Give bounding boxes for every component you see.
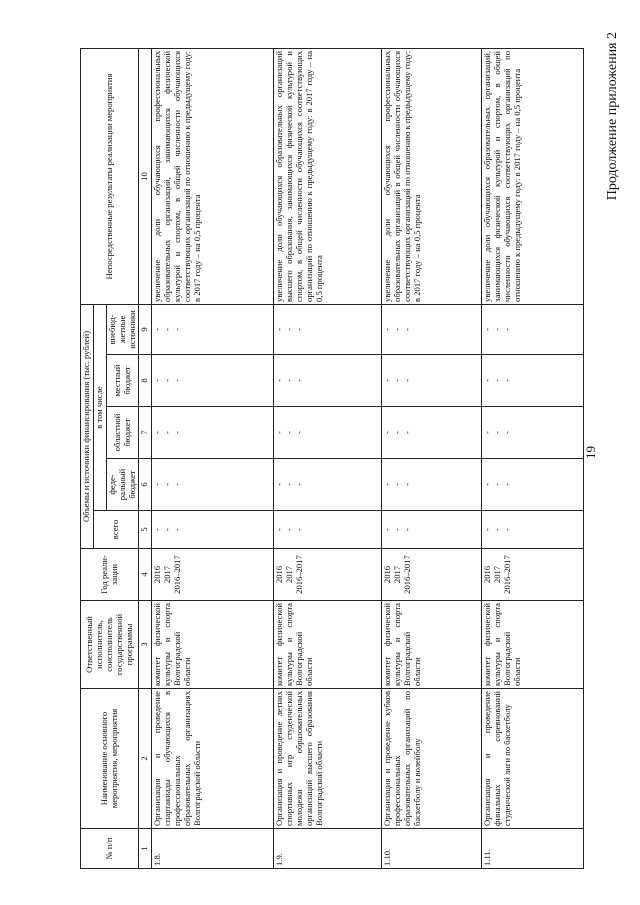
header-federal: феде-ральный бюджет	[106, 459, 139, 511]
header-local: местный бюджет	[106, 355, 139, 407]
funding-dash: -	[482, 483, 493, 486]
funding-dash: -	[274, 328, 285, 331]
measures-table	[80, 48, 584, 869]
local-value	[274, 355, 382, 407]
funding-dash: -	[294, 328, 304, 331]
funding-dash: -	[152, 379, 163, 382]
table-row	[482, 48, 584, 868]
column-number: 8	[139, 355, 152, 407]
funding-dash: -	[392, 483, 403, 486]
funding-dash: -	[172, 483, 182, 486]
measure-result: увеличение доли обучающихся профессиональных образовательных организаций, занимающихся физической культурой и спортом, в общей численности обучающихся соответствующих организаций по отношению к предыдущему году: в 2017 году – на 0,5 процента	[152, 48, 274, 304]
column-number: 4	[139, 549, 152, 601]
funding-dash: -	[482, 431, 493, 434]
funding-dash: -	[172, 328, 182, 331]
funding-dash: -	[392, 328, 403, 331]
regional-value	[152, 407, 274, 459]
responsible-executor: комитет физической культуры и спорта Волгоградской области	[382, 601, 482, 689]
header-num: № п/п	[81, 829, 139, 869]
row-number: 1.8.	[152, 829, 274, 869]
funding-dash: -	[502, 328, 512, 331]
funding-dash: -	[162, 328, 173, 331]
table-row	[152, 48, 274, 868]
measure-result: увеличение доли обучающихся образовательных организаций высшего образования, занимающихся физической культурой и спортом, в общей численности обучающихся соответствующих организаций по отношению к предыдущему году: в 2017 году – на 0,5 процента	[274, 48, 382, 304]
funding-dash: -	[274, 431, 285, 434]
implementation-years	[152, 549, 274, 601]
funding-dash: -	[402, 483, 412, 486]
table-row	[274, 48, 382, 868]
page-heading: Продолжение приложения 2	[605, 32, 620, 201]
funding-dash: -	[382, 328, 393, 331]
measure-name: Организация и проведение летних спортивных игр студенческой молодежи образовательных организаций высшего образования Волгоградской области	[274, 689, 382, 829]
total-value	[152, 511, 274, 549]
funding-dash: -	[402, 528, 412, 531]
funding-dash: -	[152, 528, 163, 531]
funding-dash: -	[284, 483, 295, 486]
page-number: 19	[583, 446, 598, 459]
funding-dash: -	[402, 431, 412, 434]
extrabudget-value	[152, 304, 274, 354]
year-value: 2017	[162, 565, 173, 584]
funding-dash: -	[502, 528, 512, 531]
year-value: 2016	[482, 565, 493, 584]
header-including: в том числе	[93, 304, 106, 510]
funding-dash: -	[162, 528, 173, 531]
year-value: 2016–2017	[172, 555, 182, 594]
responsible-executor: комитет физической культуры и спорта Волгоградской области	[482, 601, 584, 689]
funding-dash: -	[162, 431, 173, 434]
funding-dash: -	[392, 431, 403, 434]
header-name: Наименование основного мероприятия, мероприятия	[81, 689, 139, 829]
year-value: 2016–2017	[502, 555, 512, 594]
column-number: 9	[139, 304, 152, 354]
regional-value	[274, 407, 382, 459]
header-results: Непосредственные результаты реализации мероприятия	[81, 48, 139, 304]
responsible-executor: комитет физической культуры и спорта Волгоградской области	[274, 601, 382, 689]
funding-dash: -	[294, 431, 304, 434]
row-number: 1.11.	[482, 829, 584, 869]
measure-name: Организация и проведение кубков профессиональных образовательных организаций по баскетболу и волейболу	[382, 689, 482, 829]
funding-dash: -	[402, 328, 412, 331]
funding-dash: -	[152, 431, 163, 434]
federal-value	[382, 459, 482, 511]
funding-dash: -	[392, 528, 403, 531]
total-value	[482, 511, 584, 549]
funding-dash: -	[152, 328, 163, 331]
extrabudget-value	[482, 304, 584, 354]
year-value: 2016–2017	[402, 555, 412, 594]
funding-dash: -	[284, 328, 295, 331]
table-row	[382, 48, 482, 868]
funding-dash: -	[492, 431, 503, 434]
total-value	[274, 511, 382, 549]
funding-dash: -	[162, 379, 173, 382]
funding-dash: -	[382, 528, 393, 531]
federal-value	[274, 459, 382, 511]
implementation-years	[482, 549, 584, 601]
column-number: 10	[139, 48, 152, 304]
column-number: 6	[139, 459, 152, 511]
funding-dash: -	[274, 379, 285, 382]
header-year: Год реали-зации	[81, 549, 139, 601]
funding-dash: -	[482, 379, 493, 382]
funding-dash: -	[382, 483, 393, 486]
year-value: 2017	[492, 565, 503, 584]
measure-name: Организация и проведение спартакиады обучающихся в профессиональных образовательных организациях Волгоградской области	[152, 689, 274, 829]
measure-result: увеличение доли обучающихся образовательных организаций, занимающихся физической культурой и спортом, в общей численности обучающихся соответствующих организаций по отношению к предыдущему году: в 2017 году – на 0,5 процента	[482, 48, 584, 304]
header-responsible: Ответственный исполнитель, соисполнитель государственной программы	[81, 601, 139, 689]
year-value: 2016	[274, 565, 285, 584]
year-value: 2016	[382, 565, 393, 584]
funding-dash: -	[502, 483, 512, 486]
funding-dash: -	[172, 379, 182, 382]
year-value: 2016–2017	[294, 555, 304, 594]
funding-dash: -	[392, 379, 403, 382]
funding-dash: -	[172, 431, 182, 434]
extrabudget-value	[274, 304, 382, 354]
funding-dash: -	[382, 431, 393, 434]
funding-dash: -	[172, 528, 182, 531]
funding-dash: -	[284, 528, 295, 531]
funding-dash: -	[274, 528, 285, 531]
year-value: 2016	[152, 565, 163, 584]
funding-dash: -	[294, 528, 304, 531]
funding-dash: -	[492, 328, 503, 331]
implementation-years	[382, 549, 482, 601]
funding-dash: -	[502, 379, 512, 382]
federal-value	[152, 459, 274, 511]
column-number: 3	[139, 601, 152, 689]
year-value: 2017	[392, 565, 403, 584]
funding-dash: -	[482, 528, 493, 531]
year-value: 2017	[284, 565, 295, 584]
measure-result: увеличение доли обучающихся профессиональных образовательных организаций в общей численности обучающихся соответствующих организаций по отношению к предыдущему году: в 2017 году – на 0,5 процента	[382, 48, 482, 304]
header-regional: областной бюджет	[106, 407, 139, 459]
regional-value	[482, 407, 584, 459]
row-number: 1.10.	[382, 829, 482, 869]
funding-dash: -	[284, 379, 295, 382]
column-number: 2	[139, 689, 152, 829]
local-value	[482, 355, 584, 407]
regional-value	[382, 407, 482, 459]
funding-dash: -	[492, 528, 503, 531]
federal-value	[482, 459, 584, 511]
funding-dash: -	[274, 483, 285, 486]
funding-dash: -	[492, 379, 503, 382]
local-value	[152, 355, 274, 407]
row-number: 1.9.	[274, 829, 382, 869]
local-value	[382, 355, 482, 407]
table-body	[152, 48, 584, 868]
header-volumes: Объемы и источники финансирования (тыс. рублей)	[81, 304, 94, 548]
implementation-years	[274, 549, 382, 601]
measure-name: Организация и проведение финальных соревнований студенческой лиги по баскетболу	[482, 689, 584, 829]
funding-dash: -	[502, 431, 512, 434]
column-number: 7	[139, 407, 152, 459]
responsible-executor: комитет физической культуры и спорта Волгоградской области	[152, 601, 274, 689]
column-number: 1	[139, 829, 152, 869]
funding-dash: -	[492, 483, 503, 486]
funding-dash: -	[294, 379, 304, 382]
column-number: 5	[139, 511, 152, 549]
header-extrabudget: внебюд-жетные источники	[106, 304, 139, 354]
total-value	[382, 511, 482, 549]
funding-dash: -	[482, 328, 493, 331]
extrabudget-value	[382, 304, 482, 354]
funding-dash: -	[152, 483, 163, 486]
funding-dash: -	[162, 483, 173, 486]
header-total: всего	[93, 511, 139, 549]
funding-dash: -	[284, 431, 295, 434]
funding-dash: -	[294, 483, 304, 486]
funding-dash: -	[382, 379, 393, 382]
funding-dash: -	[402, 379, 412, 382]
column-number-row	[139, 48, 152, 868]
